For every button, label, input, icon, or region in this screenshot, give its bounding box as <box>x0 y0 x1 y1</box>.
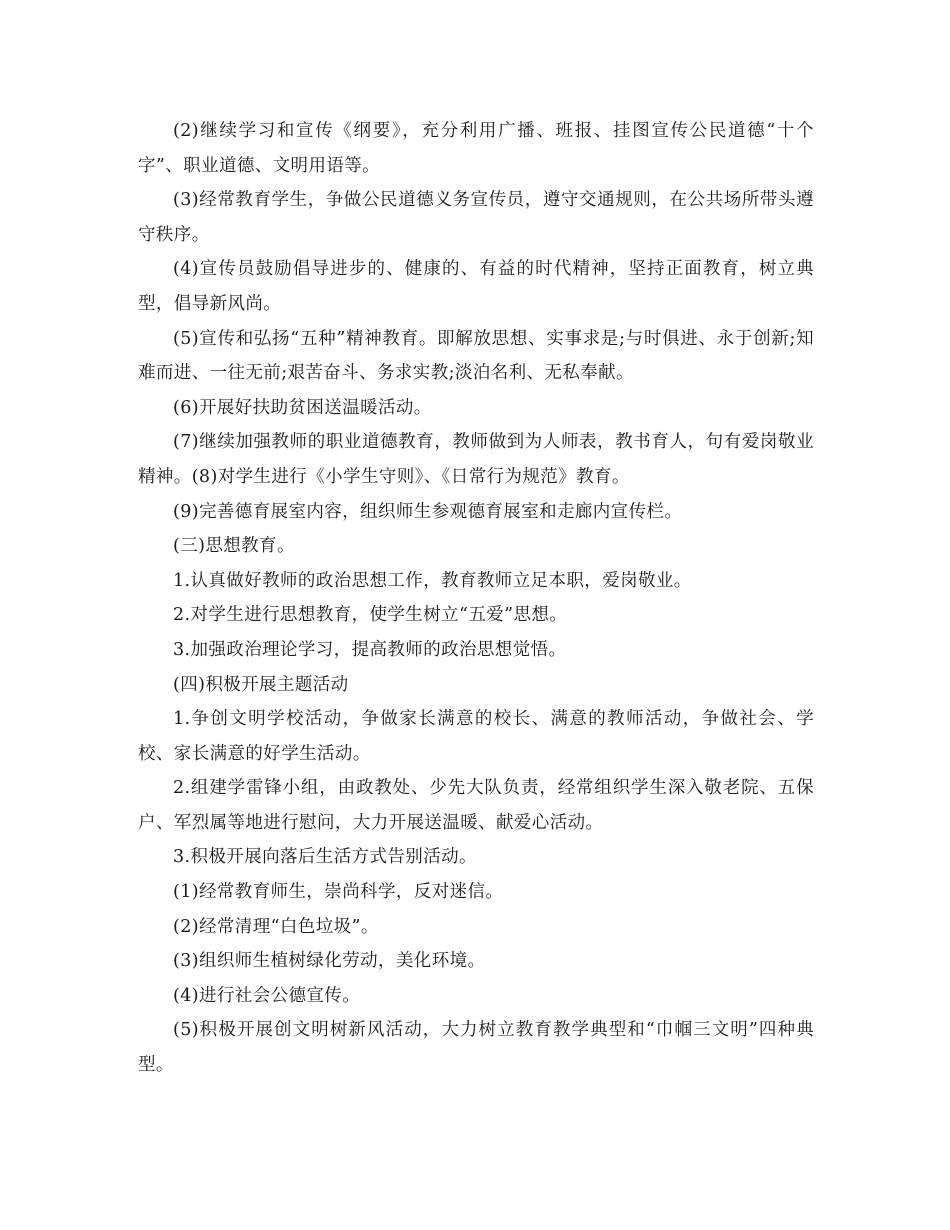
section-heading: (三)思想教育。 <box>173 536 295 557</box>
paragraph: (4)宣传员鼓励倡导进步的、健康的、有益的时代精神，坚持正面教育，树立典型，倡导新风尚。 <box>138 259 814 314</box>
paragraph: 2.对学生进行思想教育，使学生树立“五爱”思想。 <box>173 605 568 626</box>
section-heading: (四)积极开展主题活动 <box>173 674 349 695</box>
paragraph: (4)进行社会公德宣传。 <box>173 985 361 1006</box>
paragraph: (7)继续加强教师的职业道德教育，教师做到为人师表，教书育人，句有爱岗敬业精神。(8)对学生进行《小学生守则》、《日常行为规范》教育。 <box>138 432 814 487</box>
paragraph: (1)经常教育师生，崇尚科学，反对迷信。 <box>173 882 504 903</box>
paragraph: (9)完善德育展室内容，组织师生参观德育展室和走廊内宣传栏。 <box>173 501 683 522</box>
paragraph: (3)组织师生植树绿化劳动，美化环境。 <box>173 951 486 972</box>
paragraph: (5)宣传和弘扬“五种”精神教育。即解放思想、实事求是;与时俱进、永于创新;知难而进、一往无前;艰苦奋斗、务求实教;淡泊名利、无私奉献。 <box>138 328 814 384</box>
paragraph: 1.争创文明学校活动，争做家长满意的校长、满意的教师活动，争做社会、学校、家长满意的好学生活动。 <box>138 709 814 764</box>
paragraph: (2)经常清理“白色垃圾”。 <box>173 916 379 937</box>
paragraph: (2)继续学习和宣传《纲要》，充分利用广播、班报、挂图宣传公民道德“十个字”、职业道德、文明用语等。 <box>138 121 814 176</box>
paragraph: 1.认真做好教师的政治思想工作，教育教师立足本职，爱岗敬业。 <box>173 570 692 591</box>
paragraph: 3.加强政治理论学习，提高教师的政治思想觉悟。 <box>173 639 567 660</box>
paragraph: 2.组建学雷锋小组，由政教处、少先大队负责，经常组织学生深入敬老院、五保户、军烈属等地进行慰问，大力开展送温暖、献爱心活动。 <box>138 778 814 833</box>
document-body <box>138 114 814 1083</box>
paragraph: (3)经常教育学生，争做公民道德义务宣传员，遵守交通规则，在公共场所带头遵守秩序。 <box>138 190 814 245</box>
paragraph: (5)积极开展创文明树新风活动，大力树立教育教学典型和“巾帼三文明”四种典型。 <box>138 1020 814 1076</box>
paragraph: (6)开展好扶助贫困送温暖活动。 <box>173 397 432 418</box>
paragraph: 3.积极开展向落后生活方式告别活动。 <box>173 847 477 868</box>
